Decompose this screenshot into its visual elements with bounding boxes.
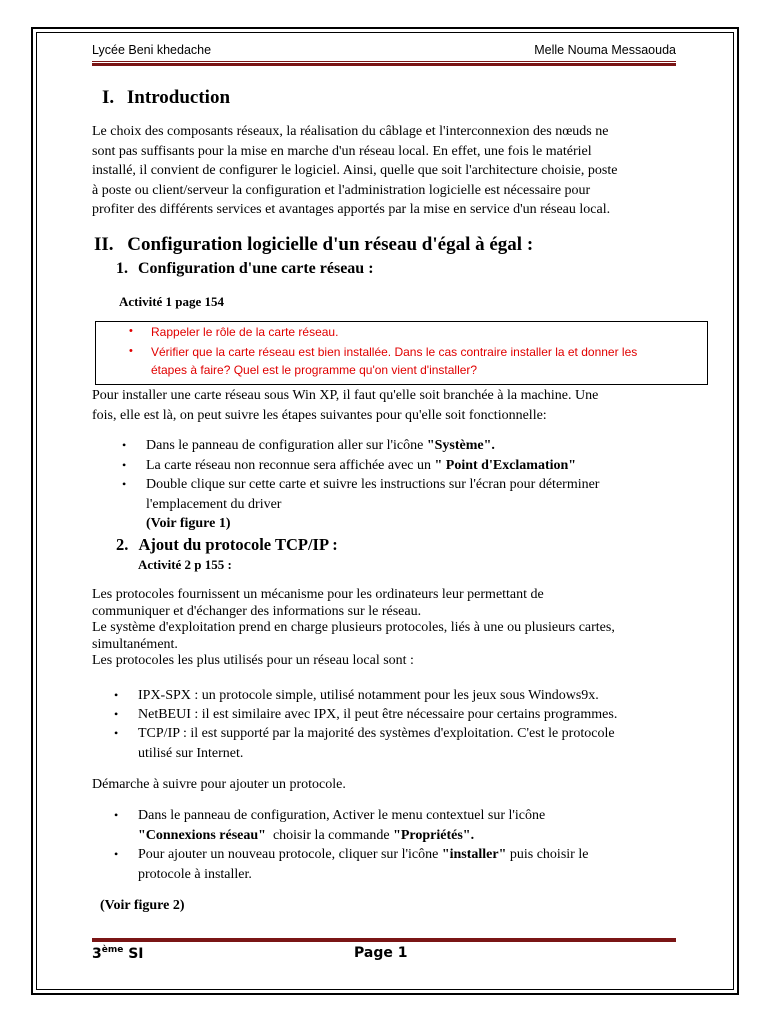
bullet-icon: • bbox=[122, 438, 127, 452]
bullet-icon: • bbox=[114, 726, 119, 740]
protocols-paragraph bbox=[92, 587, 615, 670]
text-line: Le système d'exploitation prend en charge plusieurs protocoles, liés à une ou plusieurs cartes, bbox=[92, 620, 615, 635]
bullet-icon: • bbox=[114, 808, 119, 822]
procedure-item: • Dans le panneau de configuration, Activer le menu contextuel sur l'icône "Connexions réseau" choisir la commande "Propriétés". bbox=[114, 808, 546, 843]
bullet-icon: • bbox=[129, 345, 133, 357]
footer-rule bbox=[92, 937, 676, 942]
figure2-reference: (Voir figure 2) bbox=[100, 898, 185, 913]
header-rule bbox=[92, 61, 676, 66]
text-line: sont pas suffisants pour la mise en marche d'un réseau local. En effet, une fois le matériel bbox=[92, 143, 592, 159]
section1-number: I. bbox=[102, 87, 115, 108]
text-line: simultanément. bbox=[92, 636, 178, 652]
figure1-reference: (Voir figure 1) bbox=[146, 516, 231, 531]
text-line: communiquer et d'échanger des informations sur le réseau. bbox=[92, 603, 422, 619]
step-item: • Dans le panneau de configuration aller sur l'icône "Système". bbox=[146, 436, 495, 456]
text-line: Les protocoles fournissent un mécanisme pour les ordinateurs leur permettant de bbox=[92, 587, 544, 602]
page-header bbox=[92, 43, 676, 59]
install-paragraph bbox=[92, 386, 598, 425]
footer-class: 3ème SI bbox=[92, 945, 144, 962]
bullet-icon: • bbox=[114, 688, 119, 702]
subsection2-title: Ajout du protocole TCP/IP : bbox=[138, 535, 338, 554]
subsection2-heading bbox=[116, 535, 338, 555]
procedure-item: • Pour ajouter un nouveau protocole, cliquer sur l'icône "installer" puis choisir le protocole à installer. bbox=[114, 847, 589, 882]
section2-heading bbox=[94, 234, 533, 256]
text-line: fois, elle est là, on peut suivre les étapes suivantes pour qu'elle soit fonctionnelle: bbox=[92, 407, 547, 423]
box-item: • Rappeler le rôle de la carte réseau. bbox=[151, 323, 338, 341]
intro-paragraph bbox=[92, 122, 617, 220]
bullet-icon: • bbox=[114, 707, 119, 721]
subsection1-number: 1. bbox=[116, 260, 128, 277]
section1-heading bbox=[102, 87, 230, 109]
bullet-icon: • bbox=[114, 847, 119, 861]
procedure-intro: Démarche à suivre pour ajouter un protocole. bbox=[92, 777, 346, 792]
text-line: installé, il convient de configurer le logiciel. Ainsi, quelle que soit l'architecture choisie, poste bbox=[92, 163, 618, 178]
text-line: Pour installer une carte réseau sous Win XP, il faut qu'elle soit branchée à la machine. Une bbox=[92, 388, 599, 403]
activity1-box bbox=[95, 321, 708, 385]
subsection1-title: Configuration d'une carte réseau : bbox=[138, 260, 374, 277]
activity1-label: Activité 1 page 154 bbox=[119, 294, 225, 309]
text-line: Le choix des composants réseaux, la réalisation du câblage et l'interconnexion des nœuds ne bbox=[92, 124, 609, 139]
activity2-label: Activité 2 p 155 : bbox=[138, 557, 232, 572]
section1-title: Introduction bbox=[126, 87, 231, 108]
header-author: Melle Nouma Messaouda bbox=[534, 43, 676, 57]
protocol-item: • NetBEUI : il est similaire avec IPX, il peut être nécessaire pour certains programmes. bbox=[138, 705, 617, 725]
box-item: • Vérifier que la carte réseau est bien installée. Dans le cas contraire installer la et donner les bbox=[151, 343, 637, 361]
protocol-item: • TCP/IP : il est supporté par la majorité des systèmes d'exploitation. C'est le protocole utilisé sur Internet. bbox=[114, 726, 615, 761]
section2-title: Configuration logicielle d'un réseau d'égal à égal : bbox=[127, 234, 534, 255]
protocol-item: • IPX-SPX : un protocole simple, utilisé notamment pour les jeux sous Windows9x. bbox=[138, 686, 599, 706]
text-line: profiter des différents services et avantages apportés par la mise en service d'un réseau local. bbox=[92, 202, 611, 217]
text-line: à poste ou client/serveur la configuration et l'administration logicielle est nécessaire pour bbox=[92, 182, 591, 198]
step-item: • La carte réseau non reconnue sera affichée avec un " Point d'Exclamation" bbox=[146, 456, 576, 476]
box-item-continuation: étapes à faire? Quel est le programme qu'on vient d'installer? bbox=[151, 363, 478, 377]
subsection1-heading bbox=[116, 260, 374, 278]
bullet-icon: • bbox=[122, 477, 127, 491]
bullet-icon: • bbox=[129, 325, 133, 337]
step-item: • Double clique sur cette carte et suivre les instructions sur l'écran pour déterminer l'emplacement du driver (Voir figure 1) bbox=[146, 475, 599, 534]
header-school: Lycée Beni khedache bbox=[92, 43, 212, 57]
bullet-icon: • bbox=[122, 458, 127, 472]
subsection2-number: 2. bbox=[116, 535, 129, 554]
section2-number: II. bbox=[94, 234, 114, 255]
footer-page-number: Page 1 bbox=[354, 945, 408, 961]
text-line: Les protocoles les plus utilisés pour un réseau local sont : bbox=[92, 653, 414, 668]
